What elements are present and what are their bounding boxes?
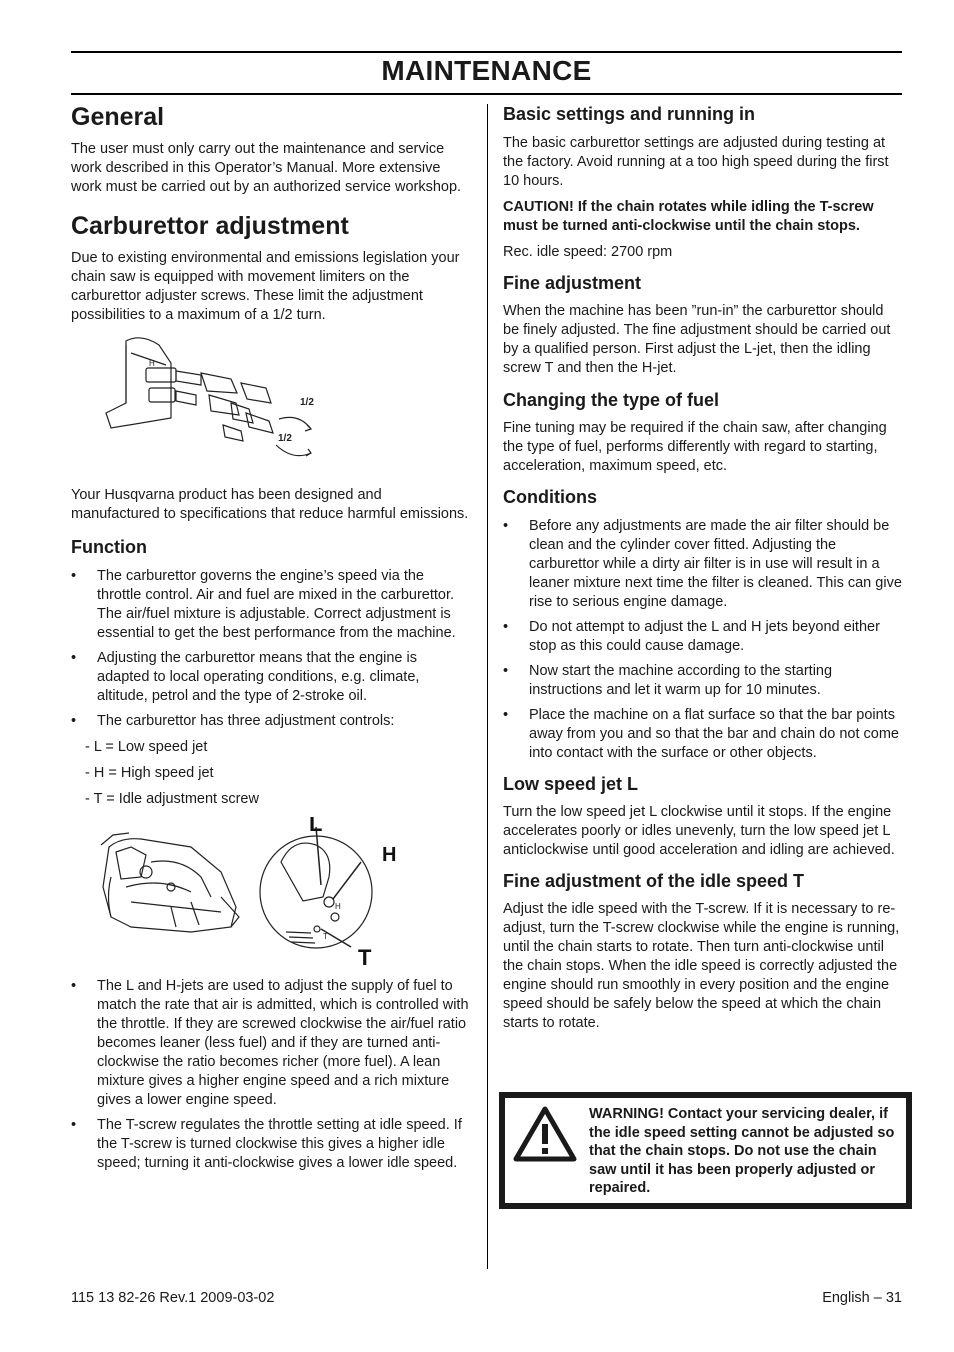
list-item: • The carburettor has three adjustment controls: xyxy=(71,713,395,729)
carburettor-screws-illustration xyxy=(71,333,471,483)
list-item: • Place the machine on a flat surface so that the bar points away from you and so that the bar and chain do not come into contact with the surface or other objects. xyxy=(503,707,899,761)
column-divider xyxy=(487,104,488,1269)
t-mark-small: T xyxy=(323,932,328,941)
list-item: • Do not attempt to adjust the L and H jets beyond either stop as this could cause damage. xyxy=(503,619,880,654)
fuel-heading: Changing the type of fuel xyxy=(503,390,719,410)
page-title: MAINTENANCE xyxy=(381,55,592,86)
idlefine-body: Adjust the idle speed with the T-screw. If it is necessary to re-adjust, turn the T-screw clockwise while the engine is running, until the chain starts to rotate. Then turn anti-clockwise until the chain stops. When the idle speed is correctly adjusted the engine should run smoothly in every position and the engine speed should be safely below the speed at which the chain starts to rotate. xyxy=(503,901,900,1031)
idle-speed-text: Rec. idle speed: 2700 rpm xyxy=(503,244,673,260)
h-mark-small: H xyxy=(335,902,341,911)
carburettor-body: Due to existing environmental and emissions legislation your chain saw is equipped with movement limiters on the carburettor adjuster screws. These limit the adjustment possibilities to a maximum of a 1/2 turn. xyxy=(71,250,460,323)
h-jet-label: H xyxy=(382,844,397,866)
caution-text: CAUTION! If the chain rotates while idling the T-screw must be turned anti-clockwise until the chain stops. xyxy=(503,199,874,234)
chainsaw-jets-figure xyxy=(71,817,471,967)
warning-box xyxy=(499,1092,912,1209)
general-heading: General xyxy=(71,103,165,131)
conditions-list xyxy=(503,517,902,763)
lowjet-heading: Low speed jet L xyxy=(503,774,639,794)
function-heading: Function xyxy=(71,537,147,557)
basic-body: The basic carburettor settings are adjusted during testing at the factory. Avoid running at a too high speed during the first 10 hours. xyxy=(503,135,889,189)
footer-doc-id: 115 13 82-26 Rev.1 2009-03-02 xyxy=(71,1290,275,1306)
general-body: The user must only carry out the maintenance and service work described in this Operator’s Manual. More extensive work must be carried out by an authorized service workshop. xyxy=(71,141,462,195)
conditions-heading: Conditions xyxy=(503,487,597,507)
fuel-body: Fine tuning may be required if the chain saw, after changing the type of fuel, performs differently with regard to starting, acceleration, maximum speed, etc. xyxy=(503,420,887,474)
list-item: • The T-screw regulates the throttle setting at idle speed. If the T-screw is turned clockwise this gives a higher idle speed; turning it anti-clockwise gives a lower idle speed. xyxy=(71,1117,462,1171)
control-idle: - T = Idle adjustment screw xyxy=(85,791,259,807)
half-turn-label-lower: 1/2 xyxy=(278,433,292,444)
half-turn-label-upper: 1/2 xyxy=(300,397,314,408)
control-low-speed: - L = Low speed jet xyxy=(85,739,208,755)
list-item: • Before any adjustments are made the air filter should be clean and the cylinder cover fitted. Adjusting the carburettor while a dirty air filter is in use will result in a leaner mixture next time the filter is cleaned. This can give rise to serious engine damage. xyxy=(503,518,902,610)
right-column xyxy=(503,100,902,1033)
basic-heading: Basic settings and running in xyxy=(503,104,756,124)
left-column xyxy=(71,100,471,1173)
warning-text: WARNING! Contact your servicing dealer, if the idle speed setting cannot be adjusted so that the chain stops. Do not use the chain saw until it has been properly adjusted or repaired. xyxy=(589,1106,895,1196)
lowjet-body: Turn the low speed jet L clockwise until it stops. If the engine accelerates poorly or idles unevenly, turn the low speed jet L anticlockwise until good acceleration and idling are achieved. xyxy=(503,804,895,858)
fine-heading: Fine adjustment xyxy=(503,273,642,293)
list-item: • Adjusting the carburettor means that the engine is adapted to local operating conditions, e.g. climate, altitude, petrol and the type of 2-stroke oil. xyxy=(71,650,420,704)
idlefine-heading: Fine adjustment of the idle speed T xyxy=(503,871,805,891)
control-high-speed: - H = High speed jet xyxy=(85,765,214,781)
emissions-body: Your Husqvarna product has been designed and manufactured to specifications that reduce harmful emissions. xyxy=(71,487,469,522)
chainsaw-jets-illustration xyxy=(71,817,471,967)
title-rule xyxy=(71,93,902,95)
carburettor-screws-figure xyxy=(71,333,471,483)
list-item: • Now start the machine according to the starting instructions and let it warm up for 10 minutes. xyxy=(503,663,833,698)
fine-body: When the machine has been ”run-in” the carburettor should be finely adjusted. The fine adjustment should be carried out by a qualified person. First adjust the L-jet, then the idling screw T and then the H-jet. xyxy=(503,303,891,376)
h-screw-label: H xyxy=(149,359,155,368)
t-screw-label: T xyxy=(358,945,372,967)
carburettor-heading: Carburettor adjustment xyxy=(71,212,349,240)
list-item: • The L and H-jets are used to adjust the supply of fuel to match the rate that air is admitted, which is controlled with the throttle. If they are screwed clockwise the air/fuel ratio becomes leaner (less fuel) and if they are turned anti-clockwise the ratio becomes richer (more fuel). A lean mixture gives a higher engine speed and a rich mixture gives a lower engine speed. xyxy=(71,978,469,1108)
footer-page-number: English – 31 xyxy=(822,1290,902,1306)
warning-triangle-icon xyxy=(513,1106,577,1162)
top-rule xyxy=(71,51,902,53)
jets-list xyxy=(71,977,471,1173)
l-jet-label: L xyxy=(309,817,323,836)
list-item: • The carburettor governs the engine’s speed via the throttle control. Air and fuel are mixed in the carburettor. The air/fuel mixture is adjustable. Correct adjustment is essential to get the best performance from the machine. xyxy=(71,568,456,641)
function-list xyxy=(71,567,471,731)
